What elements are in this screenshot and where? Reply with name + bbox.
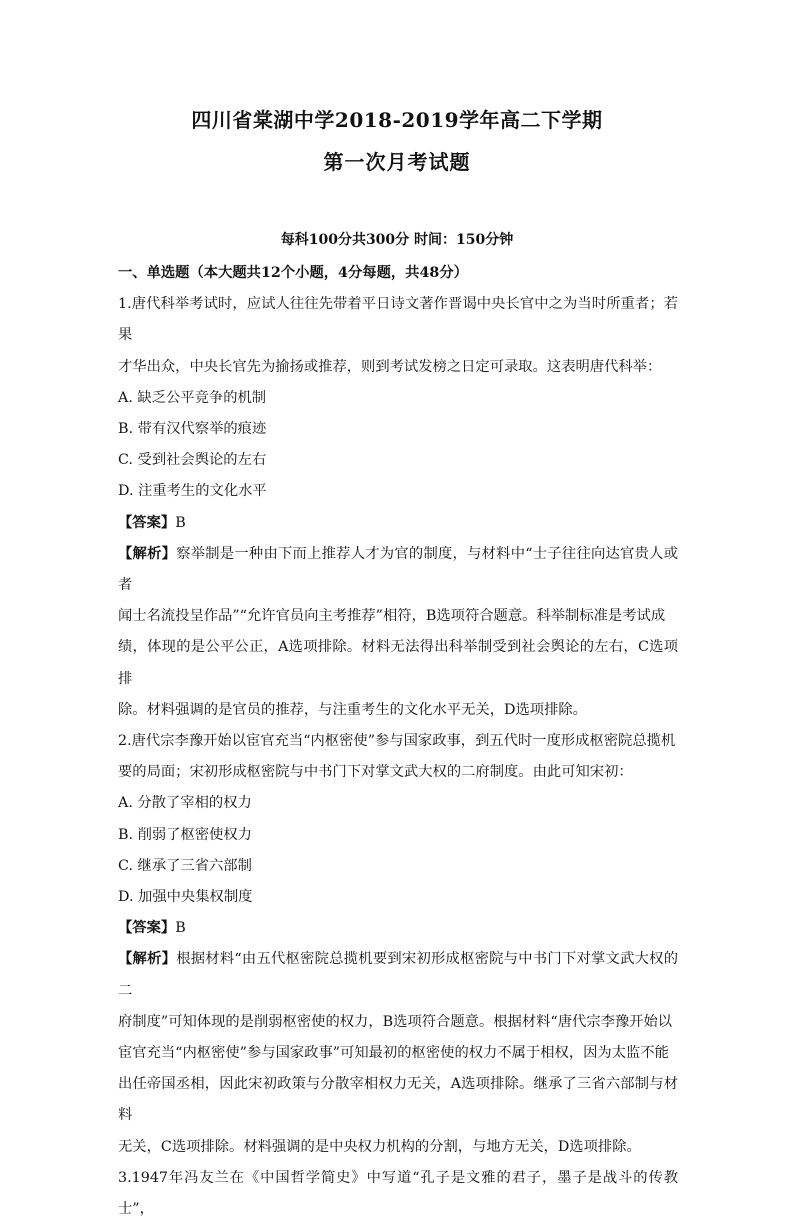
question-2-option-a: A. 分散了宰相的权力: [118, 795, 252, 812]
answer-value: B: [175, 920, 186, 937]
question-3-stem-line-1: 3.1947年冯友兰在《中国哲学简史》中写道“孔子是文雅的君子，墨子是战斗的传教士”，: [118, 1169, 678, 1218]
document-body: [118, 258, 678, 1225]
analysis-tag: 【解析】: [118, 545, 177, 562]
exam-meta-info: 每科100分共300分 时间：150分钟: [280, 232, 514, 248]
question-1-option-a: A. 缺乏公平竞争的机制: [118, 389, 267, 406]
question-2-stem-line-1: 2.唐代宗李豫开始以宦官充当“内枢密使”参与国家政事，到五代时一度形成枢密院总揽机: [118, 733, 676, 750]
question-2-stem-line-2: 要的局面；宋初形成枢密院与中书门下对掌文武大权的二府制度。由此可知宋初：: [118, 764, 633, 781]
question-1-analysis-line-2: 闻士名流投呈作品”“允许官员向主考推荐”相符，B选项符合题意。科举制标准是考试成: [118, 608, 666, 625]
document-title-line1: 四川省棠湖中学2018-2019学年高二下学期: [191, 108, 603, 132]
question-1-option-c: C. 受到社会舆论的左右: [118, 452, 267, 469]
answer-value: B: [175, 514, 186, 531]
question-1-analysis-line-1: [118, 539, 678, 601]
question-2-analysis-line-3: 宦官充当“内枢密使”参与国家政事”可知最初的枢密使的权力不属于相权，因为太监不能: [118, 1045, 669, 1062]
question-1-answer: [118, 508, 678, 539]
question-1-analysis-line-4: 除。材料强调的是官员的推荐，与注重考生的文化水平无关，D选项排除。: [118, 701, 587, 718]
question-1-option-d: D. 注重考生的文化水平: [118, 483, 267, 500]
analysis-text: 根据材料“由五代枢密院总揽机要到宋初形成枢密院与中书门下对掌文武大权的二: [118, 951, 679, 999]
question-2-analysis-line-1: [118, 944, 678, 1006]
analysis-tag: 【解析】: [118, 951, 177, 968]
question-1-stem-line-2: 才华出众，中央长官先为揄扬或推荐，则到考试发榜之日定可录取。这表明唐代科举：: [118, 358, 662, 375]
question-2-option-b: B. 削弱了枢密使权力: [118, 826, 252, 843]
answer-tag: 【答案】: [118, 514, 176, 531]
question-2-analysis-line-5: 无关，C选项排除。材料强调的是中央权力机构的分割，与地方无关，D选项排除。: [118, 1138, 641, 1155]
question-2-analysis-line-4: 出任帝国丞相，因此宋初政策与分散宰相权力无关，A选项排除。继承了三省六部制与材料: [118, 1076, 678, 1124]
analysis-text: 察举制是一种由下而上推荐人才为官的制度，与材料中“士子往往向达官贵人或者: [118, 545, 679, 594]
question-1-analysis-line-3: 绩，体现的是公平公正，A选项排除。材料无法得出科举制受到社会舆论的左右，C选项排: [118, 639, 678, 687]
question-1-option-b: B. 带有汉代察举的痕迹: [118, 421, 267, 438]
answer-tag: 【答案】: [118, 920, 176, 937]
question-2-option-d: D. 加强中央集权制度: [118, 889, 253, 906]
document-title-line2: 第一次月考试题: [323, 150, 471, 174]
question-2-option-c: C. 继承了三省六部制: [118, 857, 252, 874]
question-2-analysis-line-2: 府制度”可知体现的是削弱枢密使的权力，B选项符合题意。根据材料“唐代宗李豫开始以: [118, 1013, 673, 1030]
question-1-stem-line-1: 1.唐代科举考试时，应试人往往先带着平日诗文著作晋谒中央长官中之为当时所重者；若果: [118, 296, 678, 344]
section-heading: 一、单选题（本大题共12个小题，4分每题，共48分）: [118, 265, 468, 281]
question-2-answer: [118, 913, 678, 944]
